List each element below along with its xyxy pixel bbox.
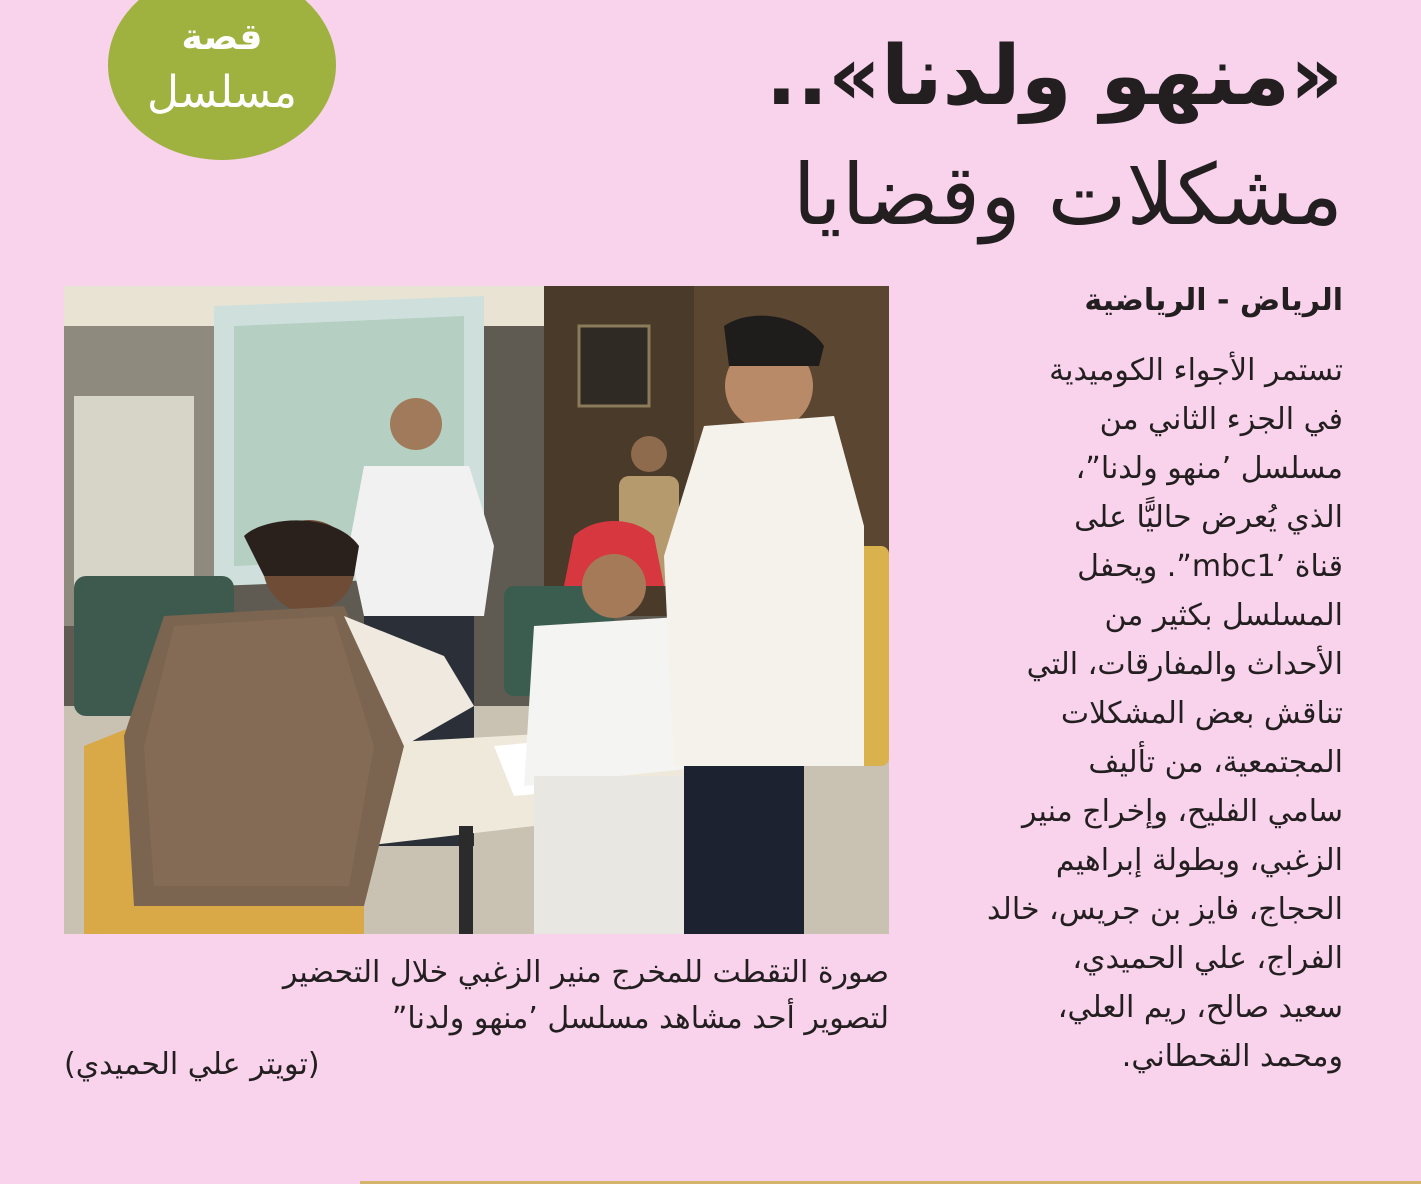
badge-bottom-label: مسلسل	[147, 67, 297, 118]
article-line: الأحداث والمفارقات، التي	[1026, 647, 1343, 682]
article-line: تناقش بعض المشكلات	[1060, 696, 1343, 731]
article-body	[943, 346, 1343, 1081]
article-line: ومحمد القحطاني.	[1121, 1039, 1343, 1074]
article-line: الحجاج، فايز بن جريس، خالد	[986, 892, 1343, 927]
article-line: المسلسل بكثير من	[1104, 598, 1343, 633]
section-badge	[108, 0, 336, 160]
article-line: الفراج، علي الحميدي،	[1072, 941, 1343, 976]
article-line: تستمر الأجواء الكوميدية	[1049, 353, 1343, 388]
article-line: سامي الفليح، وإخراج منير	[1022, 794, 1343, 829]
article-line: الزغبي، وبطولة إبراهيم	[1055, 843, 1343, 878]
article-line: الذي يُعرض حاليًّا على	[1074, 500, 1343, 535]
article-byline: الرياض - الرياضية	[1084, 283, 1343, 318]
article-line: قناة ’mbc1”. ويحفل	[1077, 549, 1343, 584]
article-line: مسلسل ’منهو ولدنا”،	[1075, 451, 1343, 486]
photo-credit: (تويتر علي الحميدي)	[64, 1047, 320, 1082]
caption-line: صورة التقطت للمخرج منير الزغبي خلال التحضير	[282, 955, 889, 990]
article-line: سعيد صالح، ريم العلي،	[1057, 990, 1343, 1025]
article-subheadline: مشكلات وقضايا	[792, 146, 1343, 244]
caption-line: لتصوير أحد مشاهد مسلسل ’منهو ولدنا”	[391, 1001, 889, 1036]
article-line: في الجزء الثاني من	[1099, 402, 1343, 437]
article-photo	[64, 286, 889, 934]
article-headline: «منهو ولدنا»..	[765, 29, 1343, 124]
badge-top-label: قصة	[181, 17, 263, 58]
article-line: المجتمعية، من تأليف	[1088, 745, 1343, 780]
photo-illustration	[64, 286, 889, 934]
photo-caption	[64, 950, 889, 1088]
